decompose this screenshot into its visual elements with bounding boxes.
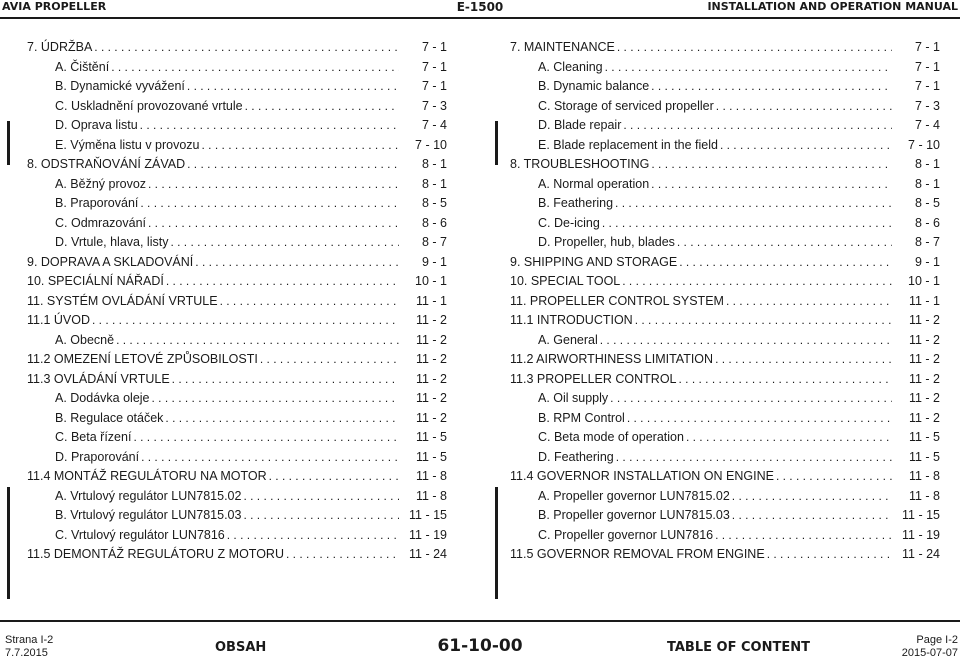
toc-entry-page: 11 - 2: [415, 332, 447, 347]
toc-entry-title: 11.5 GOVERNOR REMOVAL FROM ENGINE: [510, 547, 765, 561]
toc-leader-dots: [686, 428, 892, 448]
toc-entry: [510, 214, 940, 234]
toc-entry: [27, 155, 447, 175]
toc-leader-dots: [227, 526, 399, 546]
toc-leader-dots: [148, 175, 399, 195]
revision-bar: [7, 487, 10, 599]
toc-entry: [510, 292, 940, 312]
toc-leader-dots: [627, 409, 892, 429]
revision-bar: [7, 121, 10, 165]
toc-entry-page: 11 - 19: [902, 527, 940, 542]
toc-leader-dots: [133, 428, 399, 448]
toc-entry-page: 8 - 1: [421, 157, 447, 171]
toc-entry-title: C. Storage of serviced propeller: [538, 98, 714, 113]
toc-entry: [27, 389, 447, 409]
toc-entry-page: 10 - 1: [908, 274, 940, 288]
toc-leader-dots: [94, 38, 399, 58]
toc-entry-title: A. Běžný provoz: [55, 176, 147, 191]
toc-entry-page: 8 - 7: [421, 235, 447, 249]
page-footer: [0, 628, 960, 661]
toc-leader-dots: [92, 311, 399, 331]
toc-entry: [510, 77, 940, 97]
toc-entry-page: 7 - 1: [421, 40, 447, 54]
toc-entry: [27, 116, 447, 136]
toc-entry: [510, 467, 940, 487]
toc-entry-title: 11.1 INTRODUCTION: [510, 313, 633, 327]
toc-entry: [27, 194, 447, 214]
toc-entry-page: 7 - 1: [914, 79, 940, 93]
toc-leader-dots: [165, 409, 399, 429]
toc-entry: [27, 38, 447, 58]
toc-leader-dots: [610, 389, 892, 409]
toc-entry-page: 11 - 15: [902, 508, 940, 522]
toc-entry-page: 11 - 2: [415, 410, 447, 425]
toc-entry-title: C. Uskladnění provozované vrtule: [55, 98, 243, 113]
header-company: AVIA PROPELLER: [2, 0, 107, 13]
toc-entry: [27, 448, 447, 468]
footer-chapter-code: 61-10-00: [437, 636, 523, 656]
toc-leader-dots: [172, 370, 399, 390]
toc-leader-dots: [677, 233, 892, 253]
revision-bar: [495, 121, 498, 165]
page-header: [0, 0, 960, 14]
toc-entry-title: D. Propeller, hub, blades: [538, 235, 675, 249]
toc-entry-title: 11.2 AIRWORTHINESS LIMITATION: [510, 352, 714, 366]
toc-entry-page: 8 - 1: [914, 157, 940, 171]
toc-leader-dots: [166, 272, 399, 292]
toc-entry-title: 11.4 MONTÁŽ REGULÁTORU NA MOTOR: [27, 469, 267, 483]
toc-entry: [27, 526, 447, 546]
toc-entry: [27, 311, 447, 331]
footer-rule: [0, 620, 960, 622]
toc-entry-page: 11 - 5: [908, 430, 940, 444]
toc-leader-dots: [140, 116, 399, 136]
toc-entry-title: A. Cleaning: [538, 59, 603, 74]
toc-entry: [27, 545, 447, 565]
toc-leader-dots: [715, 526, 892, 546]
footer-toc-label: TABLE OF CONTENT: [667, 640, 810, 655]
toc-entry: [27, 214, 447, 234]
toc-entry-title: B. Propeller governor LUN7815.03: [538, 508, 730, 522]
toc-entry-title: C. Beta řízení: [55, 430, 132, 444]
toc-entry-page: 7 - 4: [914, 118, 940, 132]
toc-entry: [510, 428, 940, 448]
toc-entry: [510, 38, 940, 58]
toc-leader-dots: [141, 448, 399, 468]
toc-entry-page: 8 - 1: [914, 176, 940, 191]
toc-leader-dots: [622, 272, 892, 292]
toc-entry-title: C. Beta mode of operation: [538, 430, 684, 444]
toc-entry-title: C. De-icing: [538, 215, 600, 230]
toc-entry-page: 11 - 1: [908, 293, 940, 308]
toc-leader-dots: [269, 467, 399, 487]
toc-entry: [510, 311, 940, 331]
footer-date-cz: 7.7.2015: [5, 647, 48, 659]
toc-entry-title: E. Výměna listu v provozu: [55, 137, 200, 152]
toc-entry: [510, 370, 940, 390]
toc-entry-page: 11 - 8: [415, 469, 447, 483]
toc-entry-page: 11 - 8: [908, 469, 940, 483]
toc-leader-dots: [679, 370, 893, 390]
toc-entry-page: 11 - 5: [908, 449, 940, 464]
toc-entry-page: 7 - 1: [914, 59, 940, 74]
toc-entry: [510, 350, 940, 370]
toc-leader-dots: [286, 545, 399, 565]
toc-leader-dots: [243, 506, 399, 526]
toc-leader-dots: [732, 506, 892, 526]
toc-leader-dots: [732, 487, 892, 507]
toc-leader-dots: [615, 194, 892, 214]
toc-entry: [27, 331, 447, 351]
toc-entry-page: 8 - 1: [421, 176, 447, 191]
toc-entry-title: D. Blade repair: [538, 118, 622, 132]
toc-leader-dots: [623, 116, 892, 136]
toc-entry: [27, 409, 447, 429]
toc-entry-page: 9 - 1: [421, 254, 447, 269]
toc-entry: [510, 506, 940, 526]
toc-entry: [27, 233, 447, 253]
toc-entry-title: C. Propeller governor LUN7816: [538, 527, 714, 542]
toc-entry-page: 11 - 2: [908, 391, 940, 405]
toc-entry-title: 8. ODSTRAŇOVÁNÍ ZÁVAD: [27, 157, 186, 171]
toc-entry-page: 11 - 2: [908, 371, 940, 386]
toc-czech: [27, 38, 447, 565]
toc-entry-page: 11 - 24: [409, 547, 447, 561]
toc-entry-title: D. Praporování: [55, 449, 140, 464]
toc-entry: [27, 350, 447, 370]
toc-entry: [510, 175, 940, 195]
toc-entry-title: B. RPM Control: [538, 410, 625, 425]
toc-entry-page: 8 - 5: [421, 196, 447, 210]
toc-entry: [27, 292, 447, 312]
toc-leader-dots: [140, 194, 399, 214]
toc-entry: [27, 77, 447, 97]
toc-entry: [510, 545, 940, 565]
toc-entry-page: 7 - 4: [421, 118, 447, 132]
toc-entry-title: A. Čištění: [55, 59, 110, 74]
toc-entry-page: 11 - 2: [908, 332, 940, 347]
toc-entry-title: C. Vrtulový regulátor LUN7816: [55, 527, 225, 542]
toc-leader-dots: [116, 331, 399, 351]
toc-entry-title: 8. TROUBLESHOOTING: [510, 157, 650, 171]
toc-entry-title: 10. SPECIÁLNÍ NÁŘADÍ: [27, 274, 164, 288]
toc-entry-title: 11. PROPELLER CONTROL SYSTEM: [510, 293, 724, 308]
toc-entry-title: 10. SPECIAL TOOL: [510, 274, 621, 288]
toc-entry-page: 8 - 6: [914, 215, 940, 230]
toc-entry-title: A. Vrtulový regulátor LUN7815.02: [55, 488, 242, 503]
toc-entry-title: B. Feathering: [538, 196, 614, 210]
toc-entry: [510, 272, 940, 292]
toc-entry: [510, 155, 940, 175]
toc-entry: [27, 272, 447, 292]
toc-leader-dots: [148, 214, 399, 234]
toc-leader-dots: [260, 350, 399, 370]
toc-entry-page: 8 - 7: [914, 235, 940, 249]
toc-entry-page: 8 - 6: [421, 215, 447, 230]
toc-entry: [510, 487, 940, 507]
toc-leader-dots: [651, 175, 892, 195]
toc-leader-dots: [635, 311, 892, 331]
toc-entry-title: 11.3 PROPELLER CONTROL: [510, 371, 677, 386]
footer-page-en: Page I-2: [916, 634, 958, 646]
toc-entry: [27, 97, 447, 117]
toc-entry-page: 11 - 2: [908, 352, 940, 366]
header-model: E-1500: [456, 0, 504, 14]
toc-entry-page: 7 - 1: [421, 59, 447, 74]
toc-leader-dots: [767, 545, 892, 565]
toc-entry-page: 7 - 10: [415, 137, 447, 152]
toc-entry-title: 11.5 DEMONTÁŽ REGULÁTORU Z MOTORU: [27, 547, 284, 561]
toc-entry-page: 7 - 3: [914, 98, 940, 113]
toc-leader-dots: [600, 331, 892, 351]
toc-entry-title: A. Normal operation: [538, 176, 650, 191]
toc-entry-page: 7 - 3: [421, 98, 447, 113]
toc-leader-dots: [720, 136, 892, 156]
toc-entry: [510, 233, 940, 253]
toc-entry-page: 11 - 2: [415, 313, 447, 327]
toc-entry-title: A. Oil supply: [538, 391, 609, 405]
toc-entry-page: 11 - 2: [415, 391, 447, 405]
toc-leader-dots: [111, 58, 399, 78]
toc-entry-title: 11.3 OVLÁDÁNÍ VRTULE: [27, 371, 170, 386]
footer-page-cz: Strana I-2: [5, 634, 54, 646]
toc-entry: [27, 175, 447, 195]
toc-entry-title: B. Praporování: [55, 196, 139, 210]
revision-bar: [495, 487, 498, 599]
toc-leader-dots: [220, 292, 399, 312]
toc-leader-dots: [170, 233, 399, 253]
toc-entry: [510, 116, 940, 136]
toc-leader-dots: [605, 58, 892, 78]
toc-entry-title: 7. MAINTENANCE: [510, 40, 615, 54]
toc-entry: [510, 97, 940, 117]
toc-entry: [510, 526, 940, 546]
toc-entry-title: B. Regulace otáček: [55, 410, 164, 425]
toc-entry-title: D. Feathering: [538, 449, 614, 464]
toc-entry: [510, 253, 940, 273]
toc-entry-title: A. General: [538, 332, 598, 347]
toc-entry: [27, 253, 447, 273]
toc-leader-dots: [245, 97, 399, 117]
toc-leader-dots: [152, 389, 399, 409]
toc-leader-dots: [726, 292, 892, 312]
toc-entry: [27, 58, 447, 78]
toc-leader-dots: [602, 214, 892, 234]
toc-entry-page: 11 - 2: [908, 313, 940, 327]
toc-entry: [27, 467, 447, 487]
toc-leader-dots: [617, 38, 892, 58]
toc-entry: [510, 409, 940, 429]
toc-entry: [27, 428, 447, 448]
toc-leader-dots: [187, 77, 399, 97]
toc-entry-page: 9 - 1: [914, 254, 940, 269]
toc-entry: [510, 389, 940, 409]
toc-entry-page: 11 - 1: [415, 293, 447, 308]
toc-entry-title: 11. SYSTÉM OVLÁDÁNÍ VRTULE: [27, 293, 218, 308]
toc-entry-page: 7 - 1: [914, 40, 940, 54]
toc-entry-page: 11 - 8: [908, 488, 940, 503]
toc-leader-dots: [195, 253, 399, 273]
toc-entry: [510, 58, 940, 78]
toc-entry-title: E. Blade replacement in the field: [538, 137, 718, 152]
toc-entry-title: B. Vrtulový regulátor LUN7815.03: [55, 508, 242, 522]
toc-entry-title: B. Dynamické vyvážení: [55, 79, 185, 93]
toc-entry-title: D. Vrtule, hlava, listy: [55, 235, 169, 249]
toc-entry-page: 11 - 5: [415, 449, 447, 464]
toc-leader-dots: [679, 253, 892, 273]
toc-leader-dots: [616, 448, 892, 468]
footer-date-en: 2015-07-07: [901, 647, 958, 659]
toc-entry-title: B. Dynamic balance: [538, 79, 650, 93]
toc-english: [510, 38, 940, 565]
toc-leader-dots: [716, 97, 892, 117]
header-rule: [0, 17, 960, 19]
header-manual-title: INSTALLATION AND OPERATION MANUAL: [707, 0, 958, 13]
toc-entry-page: 11 - 19: [409, 527, 447, 542]
toc-leader-dots: [187, 155, 399, 175]
footer-obsah: OBSAH: [215, 640, 267, 655]
toc-entry-title: C. Odmrazování: [55, 215, 147, 230]
toc-leader-dots: [202, 136, 399, 156]
toc-entry-title: 7. ÚDRŽBA: [27, 40, 93, 54]
toc-entry-page: 10 - 1: [415, 274, 447, 288]
toc-entry-page: 7 - 10: [908, 137, 940, 152]
toc-entry-title: 11.1 ÚVOD: [27, 313, 90, 327]
toc-entry: [27, 136, 447, 156]
toc-leader-dots: [243, 487, 399, 507]
toc-entry: [27, 506, 447, 526]
toc-entry-title: 11.2 OMEZENÍ LETOVÉ ZPŮSOBILOSTI: [27, 352, 258, 366]
toc-entry-page: 11 - 2: [415, 352, 447, 366]
toc-leader-dots: [715, 350, 892, 370]
toc-leader-dots: [776, 467, 892, 487]
toc-entry: [510, 448, 940, 468]
toc-entry-title: A. Dodávka oleje: [55, 391, 150, 405]
toc-entry-page: 7 - 1: [421, 79, 447, 93]
toc-entry-page: 11 - 8: [415, 488, 447, 503]
toc-entry-title: A. Propeller governor LUN7815.02: [538, 488, 730, 503]
toc-entry-title: 9. SHIPPING AND STORAGE: [510, 254, 678, 269]
toc-entry-page: 11 - 24: [902, 547, 940, 561]
toc-entry-title: D. Oprava listu: [55, 118, 138, 132]
toc-entry-page: 11 - 2: [908, 410, 940, 425]
toc-entry-title: 11.4 GOVERNOR INSTALLATION ON ENGINE: [510, 469, 774, 483]
toc-entry-page: 11 - 2: [415, 371, 447, 386]
toc-entry-title: A. Obecně: [55, 332, 115, 347]
toc-entry-title: 9. DOPRAVA A SKLADOVÁNÍ: [27, 254, 194, 269]
toc-entry: [510, 331, 940, 351]
toc-entry: [510, 136, 940, 156]
toc-entry: [510, 194, 940, 214]
toc-entry: [27, 370, 447, 390]
footer-right: [902, 634, 958, 660]
toc-entry: [27, 487, 447, 507]
toc-entry-page: 11 - 15: [409, 508, 447, 522]
toc-leader-dots: [651, 155, 892, 175]
toc-entry-page: 11 - 5: [415, 430, 447, 444]
toc-leader-dots: [651, 77, 892, 97]
toc-entry-page: 8 - 5: [914, 196, 940, 210]
